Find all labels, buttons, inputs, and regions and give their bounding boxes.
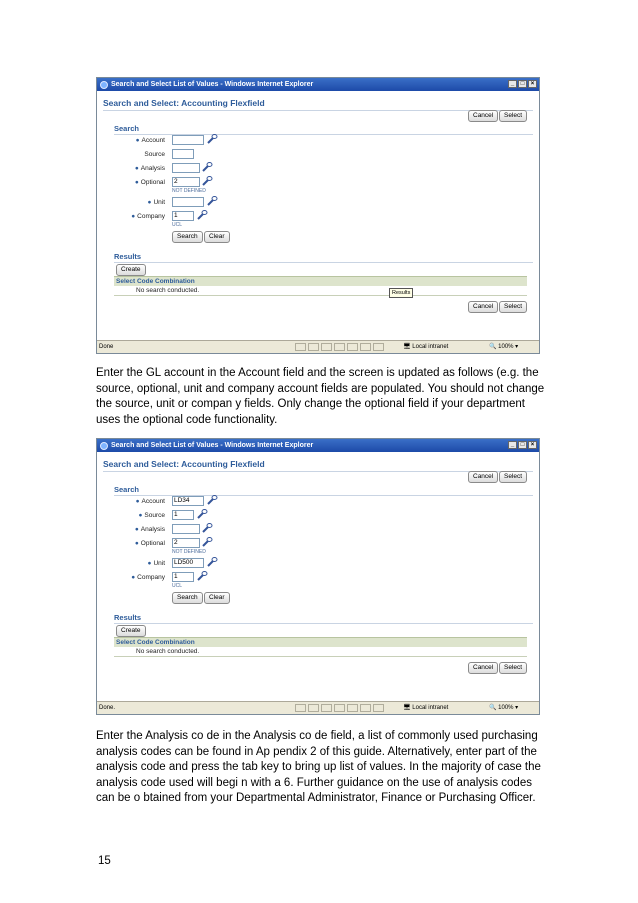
- optional-hint: NOT DEFINED: [172, 549, 206, 555]
- status-bar: [97, 340, 539, 353]
- instruction-paragraph-2: Enter the Analysis co de in the Analysis co de field, a list of commonly used purchasing analysis codes can be found in Ap pendix 2 of this guide. Alternatively, enter part of the analysis code and press the tab key to bring up list of values. In the majority of case the analysis code used will begi n with a 6. Further guidance on the use of analysis codes can be o btained from your Departmental Administrator, Finance or Purchasing Officer.: [96, 730, 541, 804]
- maximize-icon[interactable]: □: [518, 441, 527, 449]
- select-button-bottom[interactable]: Select: [499, 662, 527, 674]
- results-section-title: Results: [114, 613, 142, 622]
- analysis-label: ● Analysis: [134, 526, 165, 533]
- search-torch-icon[interactable]: [196, 570, 208, 582]
- title-bar: [97, 78, 539, 91]
- search-torch-icon[interactable]: [196, 508, 208, 520]
- company-label: ● Company: [131, 574, 165, 581]
- account-input[interactable]: [172, 135, 204, 145]
- page-heading: Search and Select: Accounting Flexfield: [103, 459, 265, 469]
- maximize-icon[interactable]: □: [518, 80, 527, 88]
- source-label: Source: [144, 151, 165, 158]
- source-label: ● Source: [138, 512, 165, 519]
- select-button[interactable]: Select: [499, 110, 527, 122]
- search-button[interactable]: Search: [172, 592, 203, 604]
- search-torch-icon[interactable]: [201, 536, 213, 548]
- page-number: 15: [98, 855, 111, 867]
- company-input[interactable]: 1: [172, 211, 194, 221]
- title-bar: [97, 439, 539, 452]
- optional-input[interactable]: 2: [172, 538, 200, 548]
- results-tooltip: Results: [389, 288, 413, 298]
- status-text: Done: [99, 344, 114, 350]
- search-torch-icon[interactable]: [201, 161, 213, 173]
- cancel-button[interactable]: Cancel: [468, 471, 498, 483]
- close-icon[interactable]: ×: [528, 441, 537, 449]
- unit-label: ● Unit: [147, 560, 165, 567]
- window-title: Search and Select List of Values - Windows Internet Explorer: [111, 442, 314, 449]
- results-table-header: Select Code Combination: [114, 637, 527, 647]
- results-table-header: Select Code Combination: [114, 276, 527, 286]
- search-torch-icon[interactable]: [201, 522, 213, 534]
- zoom-control[interactable]: 🔍 100% ▾: [489, 344, 519, 350]
- company-hint: UCL: [172, 222, 183, 228]
- search-torch-icon[interactable]: [206, 133, 218, 145]
- search-torch-icon[interactable]: [206, 494, 218, 506]
- minimize-icon[interactable]: _: [508, 441, 517, 449]
- page-heading: Search and Select: Accounting Flexfield: [103, 98, 265, 108]
- search-section-title: Search: [114, 124, 140, 133]
- search-torch-icon[interactable]: [201, 175, 213, 187]
- account-label: ● Account: [135, 137, 165, 144]
- minimize-icon[interactable]: _: [508, 80, 517, 88]
- search-torch-icon[interactable]: [196, 209, 208, 221]
- account-label: ● Account: [135, 498, 165, 505]
- analysis-input[interactable]: [172, 163, 200, 173]
- search-button[interactable]: Search: [172, 231, 203, 243]
- select-button[interactable]: Select: [499, 471, 527, 483]
- create-button[interactable]: Create: [116, 625, 146, 637]
- window-title: Search and Select List of Values - Windows Internet Explorer: [111, 81, 314, 88]
- browser-window-1: [96, 77, 540, 354]
- account-input[interactable]: LD34: [172, 496, 204, 506]
- cancel-button-bottom[interactable]: Cancel: [468, 662, 498, 674]
- results-section-title: Results: [114, 252, 142, 261]
- source-input[interactable]: [172, 149, 194, 159]
- close-icon[interactable]: ×: [528, 80, 537, 88]
- analysis-input[interactable]: [172, 524, 200, 534]
- analysis-label: ● Analysis: [134, 165, 165, 172]
- search-torch-icon[interactable]: [206, 556, 218, 568]
- cancel-button[interactable]: Cancel: [468, 110, 498, 122]
- status-text: Done.: [99, 705, 116, 711]
- select-button-bottom[interactable]: Select: [499, 301, 527, 313]
- optional-label: ● Optional: [134, 179, 165, 186]
- browser-window-2: [96, 438, 540, 715]
- instruction-paragraph-1: Enter the GL account in the Account field and the screen is updated as follows (e.g. the source, optional, unit and company account fields are populated. You should not change the source, unit or compan y fields. Only change the optional field if your department uses the optional code functionality.: [96, 367, 545, 426]
- zone-label: 🖥 Local intranet: [403, 705, 449, 711]
- optional-label: ● Optional: [134, 540, 165, 547]
- clear-button[interactable]: Clear: [204, 231, 230, 243]
- company-label: ● Company: [131, 213, 165, 220]
- status-bar: [97, 701, 539, 714]
- source-input[interactable]: 1: [172, 510, 194, 520]
- company-input[interactable]: 1: [172, 572, 194, 582]
- ie-icon: [100, 81, 108, 89]
- results-table-row: No search conducted.: [114, 286, 527, 296]
- optional-input[interactable]: 2: [172, 177, 200, 187]
- create-button[interactable]: Create: [116, 264, 146, 276]
- cancel-button-bottom[interactable]: Cancel: [468, 301, 498, 313]
- zoom-control[interactable]: 🔍 100% ▾: [489, 705, 519, 711]
- ie-icon: [100, 442, 108, 450]
- company-hint: UCL: [172, 583, 183, 589]
- search-section-title: Search: [114, 485, 140, 494]
- unit-label: ● Unit: [147, 199, 165, 206]
- unit-input[interactable]: LD500: [172, 558, 204, 568]
- clear-button[interactable]: Clear: [204, 592, 230, 604]
- results-table-row: No search conducted.: [114, 647, 527, 657]
- optional-hint: NOT DEFINED: [172, 188, 206, 194]
- search-torch-icon[interactable]: [206, 195, 218, 207]
- zone-label: 🖥 Local intranet: [403, 344, 449, 350]
- unit-input[interactable]: [172, 197, 204, 207]
